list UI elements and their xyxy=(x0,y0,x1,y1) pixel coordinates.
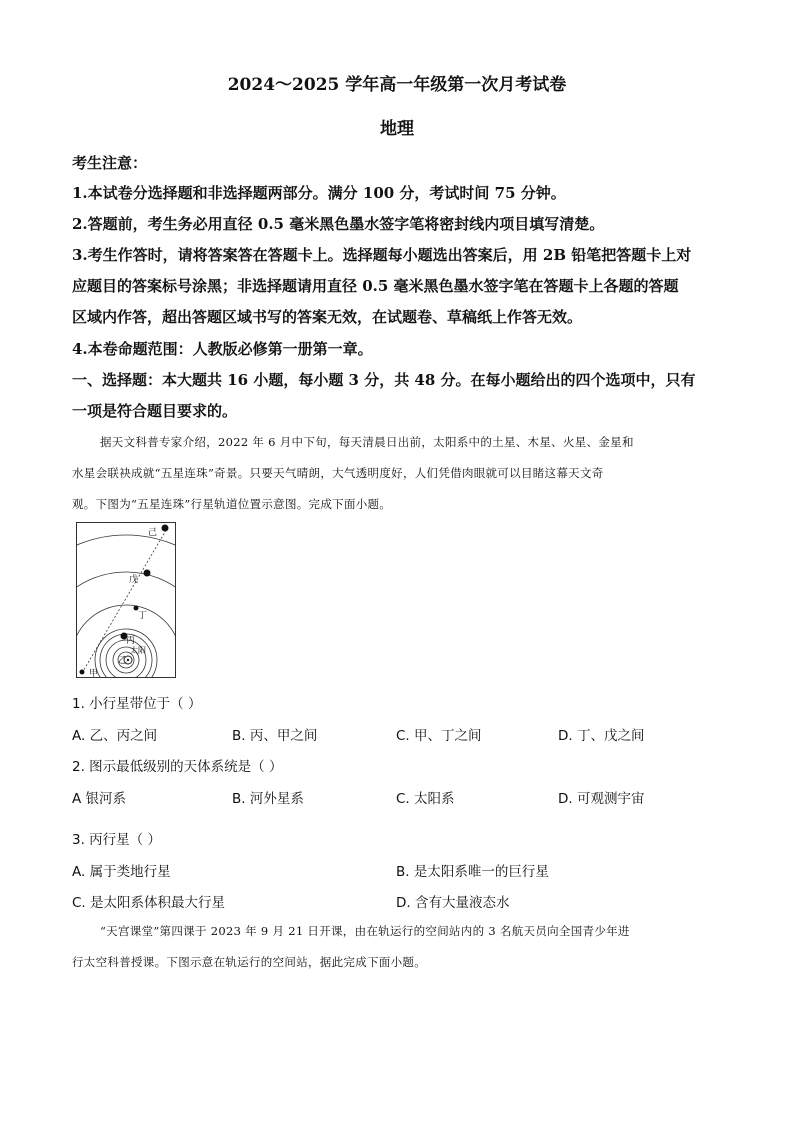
option-a: A. 属于类地行星 xyxy=(72,864,171,880)
passage-line: 据天文科普专家介绍，2022 年 6 月中下旬，每天清晨日出前，太阳系中的土星、木星、火星、金星和 xyxy=(100,435,634,449)
question-stem: 2. 图示最低级别的天体系统是（ ） xyxy=(72,759,283,775)
planet-wu xyxy=(144,570,151,577)
note-item: 应题目的答案标号涂黑；非选择题请用直径 0.5 毫米黑色墨水签字笔在答题卡上各题的答题 xyxy=(72,277,679,295)
option-d: D. 丁、戊之间 xyxy=(558,728,645,744)
option-c: C. 甲、丁之间 xyxy=(396,728,482,744)
label-wu: 戊 xyxy=(129,575,139,585)
note-item: 4.本卷命题范围：人教版必修第一册第一章。 xyxy=(72,340,373,358)
planet-jia xyxy=(80,670,85,675)
option-d: D. 含有大量液态水 xyxy=(396,895,510,911)
section-heading: 一、选择题：本大题共 16 小题，每小题 3 分，共 48 分。在每小题给出的四个选项中，只有 xyxy=(72,371,696,389)
label-yi: 乙 xyxy=(118,656,128,666)
label-sun: 太阳 xyxy=(130,646,146,655)
label-bing: 丙 xyxy=(126,636,136,646)
passage-line: “天宫课堂”第四课于 2023 年 9 月 21 日开课，由在轨运行的空间站内的 3 名航天员向全国青少年进 xyxy=(100,924,630,938)
notes-heading: 考生注意： xyxy=(72,154,148,172)
passage-line: 水星会联袂成就“五星连珠”奇景。只要天气晴朗，大气透明度好，人们凭借肉眼就可以目睹这幕天文奇 xyxy=(72,466,604,480)
label-jia: 甲 xyxy=(89,669,99,678)
passage-line: 观。下图为“五星连珠”行星轨道位置示意图。完成下面小题。 xyxy=(72,497,392,511)
question-stem: 1. 小行星带位于（ ） xyxy=(72,696,202,712)
option-c: C. 是太阳系体积最大行星 xyxy=(72,895,226,911)
note-item: 区域内作答，超出答题区域书写的答案无效，在试题卷、草稿纸上作答无效。 xyxy=(72,308,583,326)
note-item: 1.本试卷分选择题和非选择题两部分。满分 100 分，考试时间 75 分钟。 xyxy=(72,184,566,202)
option-b: B. 是太阳系唯一的巨行星 xyxy=(396,864,549,880)
option-a: A 银河系 xyxy=(72,791,127,807)
option-a: A. 乙、丙之间 xyxy=(72,728,158,744)
label-ding: 丁 xyxy=(138,611,148,621)
planet-ji xyxy=(162,525,169,532)
section-heading-cont: 一项是符合题目要求的。 xyxy=(72,402,238,420)
planet-ding xyxy=(134,606,139,611)
option-c: C. 太阳系 xyxy=(396,791,455,807)
passage-line: 行太空科普授课。下图示意在轨运行的空间站，据此完成下面小题。 xyxy=(72,955,426,969)
note-item: 3.考生作答时，请将答案答在答题卡上。选择题每小题选出答案后，用 2B 铅笔把答题卡上对 xyxy=(72,246,692,264)
label-ji: 己 xyxy=(148,528,158,538)
option-d: D. 可观测宇宙 xyxy=(558,791,645,807)
question-stem: 3. 丙行星（ ） xyxy=(72,832,161,848)
note-item: 2.答题前，考生务必用直径 0.5 毫米黑色墨水签字笔将密封线内项目填写清楚。 xyxy=(72,215,605,233)
option-b: B. 河外星系 xyxy=(232,791,304,807)
subject-title: 地理 xyxy=(380,119,414,139)
exam-title: 2024～2025 学年高一年级第一次月考试卷 xyxy=(227,75,567,95)
option-b: B. 丙、甲之间 xyxy=(232,728,318,744)
planet-orbit-diagram xyxy=(76,522,176,678)
